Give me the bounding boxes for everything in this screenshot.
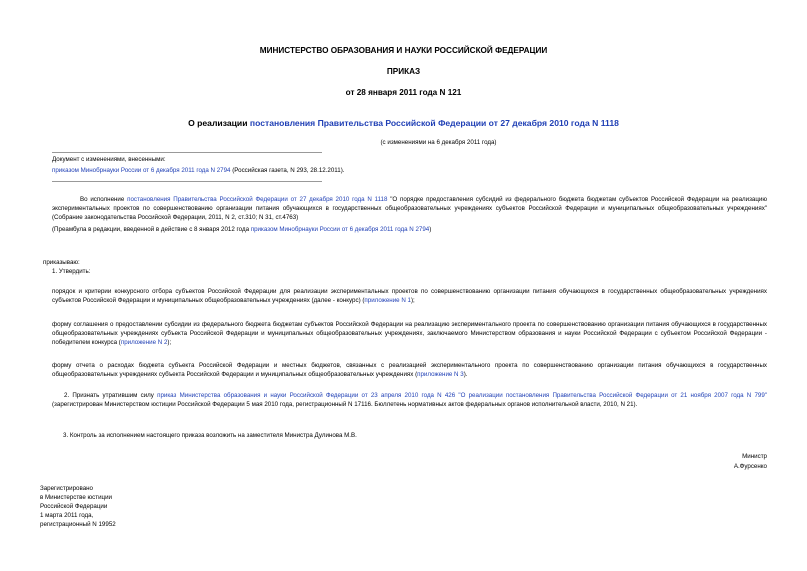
registration-line-2: в Министерстве юстиции: [40, 494, 113, 501]
item-1-b: [52, 320, 767, 347]
item-1-c-end: ).: [463, 371, 468, 378]
item-3: 3. Контроль за исполнением настоящего приказа возложить на заместителя Министра Дулинова М.В.: [63, 432, 357, 439]
changes-tail: (Российская газета, N 293, 28.12.2011).: [230, 167, 345, 174]
edition-note-end: ): [429, 226, 432, 233]
preamble-paragraph: [52, 195, 767, 222]
item-1-c-text: форму отчета о расходах бюджета субъекта Российской Федерации и местных бюджетов, связанных с реализацией экспериментального проекта по совершенствованию организации питания обучающихся в государственных общеобразовательных учреждениях субъекта Российской Федерации и муниципальных общеобразовательных учреждениях (: [52, 362, 767, 378]
item-1-b-text: форму соглашения о предоставлении субсидии из федерального бюджета бюджетам субъектов Российской Федерации на реализацию экспериментального проекта по совершенствованию организации питания обучающихся в государственных общеобразовательных учреждениях субъекта Российской Федерации и муниципальных общеобразовательных учреждениях, заключаемого Министерством образования и науки Российской Федерации с субъектом Российской Федерации - победителем конкурса (: [52, 321, 767, 346]
registration-line-3: Российской Федерации: [40, 503, 108, 510]
appendix-2-link[interactable]: приложение N 2: [120, 339, 168, 346]
ministry-heading: МИНИСТЕРСТВО ОБРАЗОВАНИЯ И НАУКИ РОССИЙСКОЙ ФЕДЕРАЦИИ: [259, 46, 548, 55]
registration-line-4: 1 марта 2011 года,: [40, 512, 94, 519]
preamble-rest: "О порядке предоставления субсидий из федерального бюджета бюджетам субъектов Российской Федерации на реализацию экспериментальных проектов по совершенствованию организации питания обучающихся в государственных общеобразовательных учреждениях субъектов Российской Федерации и муниципальных общеобразовательных учреждениях" (Собрание законодательства Российской Федерации, 2011, N 2, ст.310; N 31, ст.4763): [52, 196, 768, 221]
item-2: [52, 391, 767, 409]
doc-date-number: от 28 января 2011 года N 121: [345, 88, 462, 97]
preamble-edition-note: [52, 225, 431, 234]
appendix-3-link[interactable]: приложение N 3: [417, 371, 464, 378]
registration-line-1: Зарегистрировано: [40, 485, 93, 492]
changes-line: [52, 166, 345, 175]
item-2-start: 2. Признать утратившим силу: [64, 392, 158, 399]
item-1-c: [52, 361, 767, 379]
doc-title: [0, 118, 807, 128]
doc-title-link[interactable]: постановления Правительства Российской Федерации от 27 декабря 2010 года N 1118: [249, 118, 619, 128]
edition-note-link[interactable]: приказом Минобрнауки России от 6 декабря 2011 года N 2794: [250, 226, 430, 233]
item-1-a-text: порядок и критерии конкурсного отбора субъектов Российской Федерации для реализации экспериментальных проектов по совершенствованию организации питания обучающихся в государственных общеобразовательных учреждениях субъектов Российской Федерации и муниципальных общеобразовательных учреждениях (далее - конкурс) (: [52, 288, 767, 304]
version-note: (с изменениями на 6 декабря 2011 года): [380, 139, 497, 146]
item-1-b-end: );: [167, 339, 172, 346]
item-1-a-end: );: [410, 297, 415, 304]
item-2-rest: (зарегистрирован Министерством юстиции Российской Федерации 5 мая 2010 года, регистрационный N 17116. Бюллетень нормативных актов федеральных органов исполнительной власти, 2010, N 21).: [52, 401, 638, 408]
signer-position: Министр: [742, 453, 767, 460]
divider-top: [52, 152, 322, 153]
preamble-link[interactable]: постановления Правительства Российской Федерации от 27 декабря 2010 года N 1118: [127, 196, 388, 203]
doc-type-heading: ПРИКАЗ: [386, 67, 421, 76]
appendix-1-link[interactable]: приложение N 1: [364, 297, 411, 304]
edition-note-start: (Преамбула в редакции, введенной в действие с 8 января 2012 года: [52, 226, 251, 233]
divider-bottom: [52, 181, 322, 182]
changes-link[interactable]: приказом Минобрнауки России от 6 декабря 2011 года N 2794: [52, 167, 231, 174]
doc-title-prefix: О реализации: [188, 118, 250, 128]
preamble-start: Во исполнение: [80, 196, 128, 203]
changes-intro: Документ с изменениями, внесенными:: [52, 156, 166, 163]
signer-name: А.Фурсенко: [733, 463, 767, 470]
orders-word: приказываю:: [43, 259, 80, 266]
item-1-a: [52, 287, 767, 305]
registration-line-5: регистрационный N 19952: [40, 521, 116, 528]
item-1: 1. Утвердить:: [52, 268, 91, 275]
repealed-order-link[interactable]: приказ Министерства образования и науки Российской Федерации от 23 апреля 2010 года N 426 "О реализации постановления Правительства Российской Федерации от 21 ноября 2007 года N 799": [157, 392, 767, 399]
